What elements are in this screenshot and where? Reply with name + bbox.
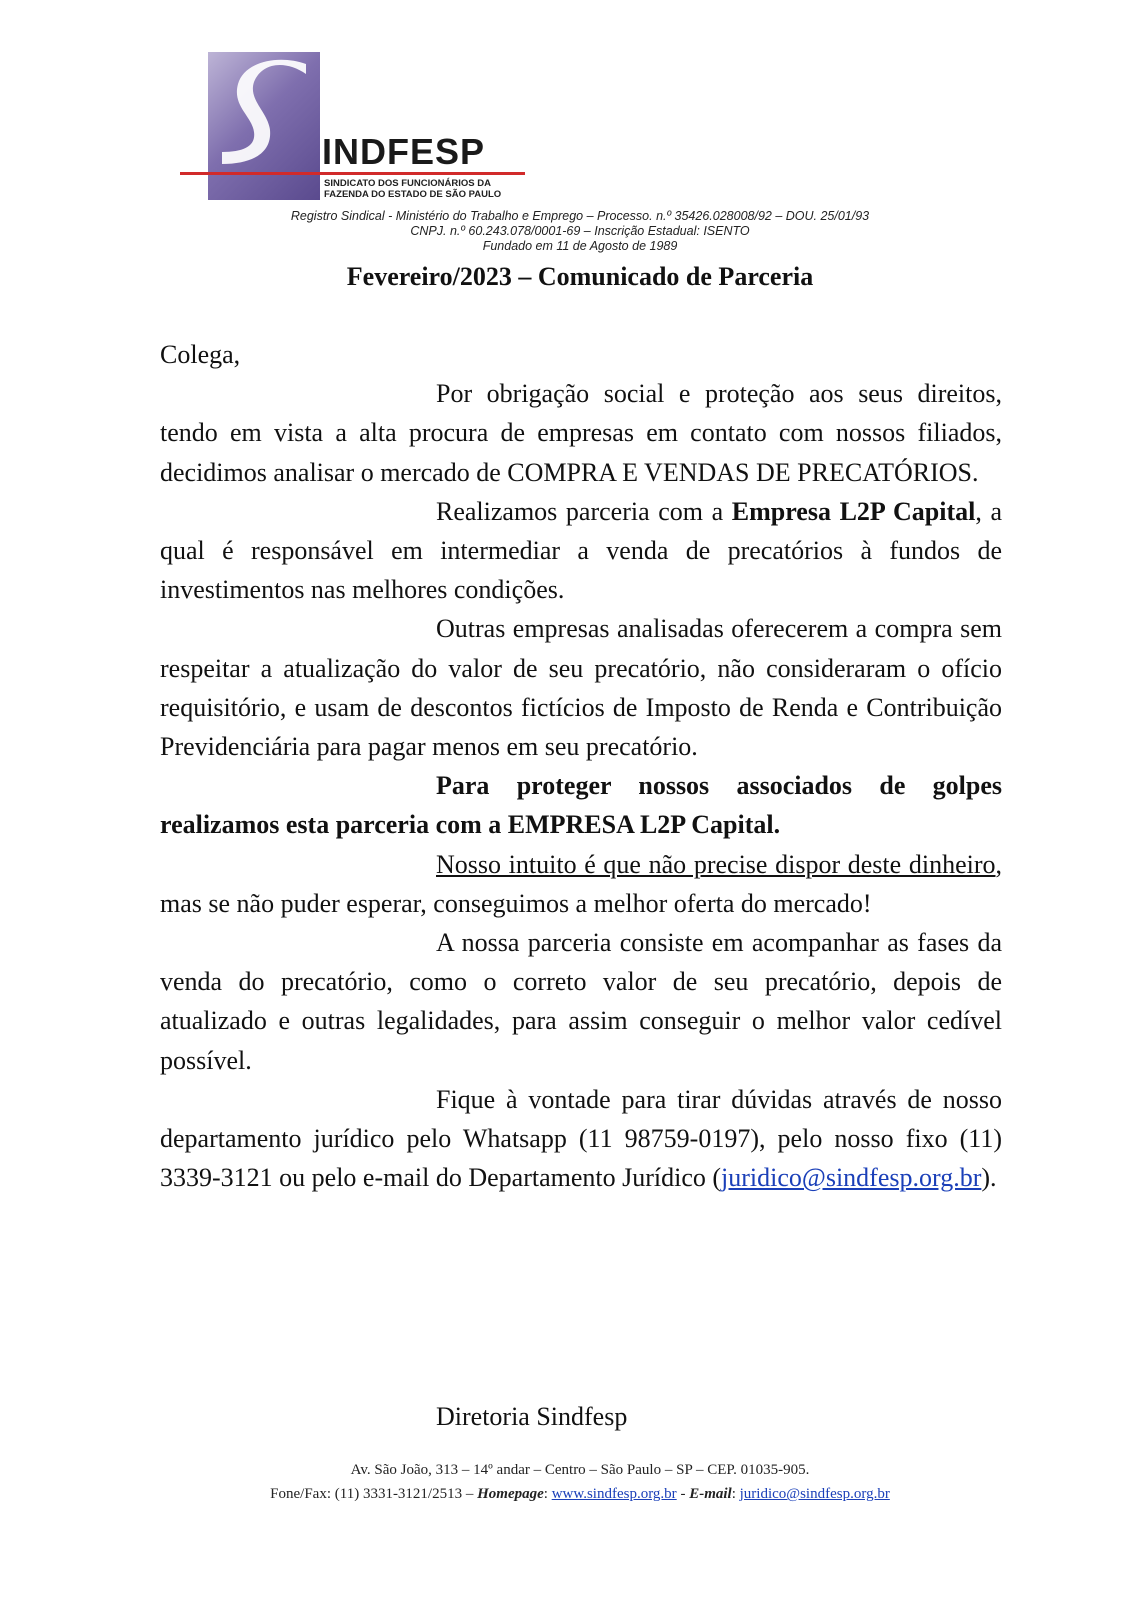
- homepage-label: Homepage: [477, 1486, 544, 1502]
- logo-s-emblem: [208, 52, 320, 200]
- logo-name: INDFESP: [322, 131, 486, 172]
- email-link[interactable]: juridico@sindfesp.org.br: [721, 1163, 982, 1193]
- sindfesp-logo: [180, 52, 525, 204]
- paragraph-3: Outras empresas analisadas oferecerem a compra sem respeitar a atualização do valor de seu precatório, não consideraram o ofício requisitório, e usam de descontos fictícios de Imposto de Renda e Contribuição Previdenciária para pagar menos em seu precatório.: [160, 614, 1002, 762]
- paragraph-2-end: , a qual é responsável em intermediar a venda de precatórios à fundos de investimentos nas melhores condições.: [160, 496, 1003, 605]
- footer-address: Av. São João, 313 – 14º andar – Centro – São Paulo – SP – CEP. 01035-905.: [350, 1462, 810, 1478]
- footer-contact: Fone/Fax: (11) 3331-3121/2513 – Homepage: www.sindfesp.org.br - E-mail: juridico@sindfesp.org.br: [270, 1486, 890, 1502]
- paragraph-2: [160, 492, 1002, 610]
- registry-line1: Registro Sindical - Ministério do Trabalho e Emprego – Processo. n.º 35426.028008/92 – DOU. 25/01/93: [290, 209, 870, 223]
- logo-subtitle: [324, 178, 501, 200]
- document-title: Fevereiro/2023 – Comunicado de Parceria: [346, 262, 814, 291]
- email-label: E-mail: [689, 1486, 732, 1502]
- footer: [160, 1458, 1000, 1506]
- registry-info: [160, 209, 1000, 254]
- paragraph-7-end: ).: [981, 1163, 997, 1193]
- company-name: Empresa L2P Capital: [731, 496, 976, 526]
- registry-line2: CNPJ. n.º 60.243.078/0001-69 – Inscrição Estadual: ISENTO: [410, 224, 750, 238]
- signature: Diretoria Sindfesp: [436, 1402, 628, 1431]
- paragraph-7: [160, 1080, 1002, 1198]
- paragraph-6: A nossa parceria consiste em acompanhar as fases da venda do precatório, como o correto valor de seu precatório, depois de atualizado e outras legalidades, para assim conseguir o melhor valor cedível possível.: [160, 928, 1002, 1075]
- paragraph-1: Por obrigação social e proteção aos seus direitos, tendo em vista a alta procura de empresas em contato com nossos filiados, decidimos analisar o mercado de COMPRA E VENDAS DE PRECATÓRIOS.: [160, 379, 1002, 487]
- logo-subtitle-line2: FAZENDA DO ESTADO DE SÃO PAULO: [324, 189, 502, 200]
- paragraph-5: [160, 845, 1002, 923]
- logo-s-shape: [208, 52, 320, 200]
- paragraph-4: [160, 766, 1002, 844]
- paragraph-5-end: , mas se não puder esperar, conseguimos a melhor oferta do mercado!: [160, 849, 1002, 918]
- paragraph-4-bold: Para proteger nossos associados de golpes realizamos esta parceria com a EMPRESA L2P Capital.: [160, 771, 1002, 840]
- logo-subtitle-line1: SINDICATO DOS FUNCIONÁRIOS DA: [324, 178, 491, 189]
- logo-red-line: [180, 172, 525, 175]
- footer-phone: Fone/Fax: (11) 3331-3121/2513 –: [270, 1486, 478, 1502]
- greeting: Colega,: [160, 340, 241, 369]
- letter-body: [160, 335, 1002, 1197]
- homepage-link[interactable]: www.sindfesp.org.br: [551, 1486, 677, 1502]
- registry-line3: Fundado em 11 de Agosto de 1989: [482, 239, 678, 253]
- paragraph-7-start: Fique à vontade para tirar dúvidas através de nosso departamento jurídico pelo Whatsapp (11 98759-0197), pelo nosso fixo (11) 3339-3121 ou pelo e-mail do Departamento Jurídico (: [160, 1084, 1002, 1193]
- paragraph-2-start: Realizamos parceria com a: [436, 496, 732, 526]
- paragraph-5-underlined: Nosso intuito é que não precise dispor deste dinheiro: [436, 849, 996, 879]
- footer-email-link[interactable]: juridico@sindfesp.org.br: [739, 1486, 890, 1502]
